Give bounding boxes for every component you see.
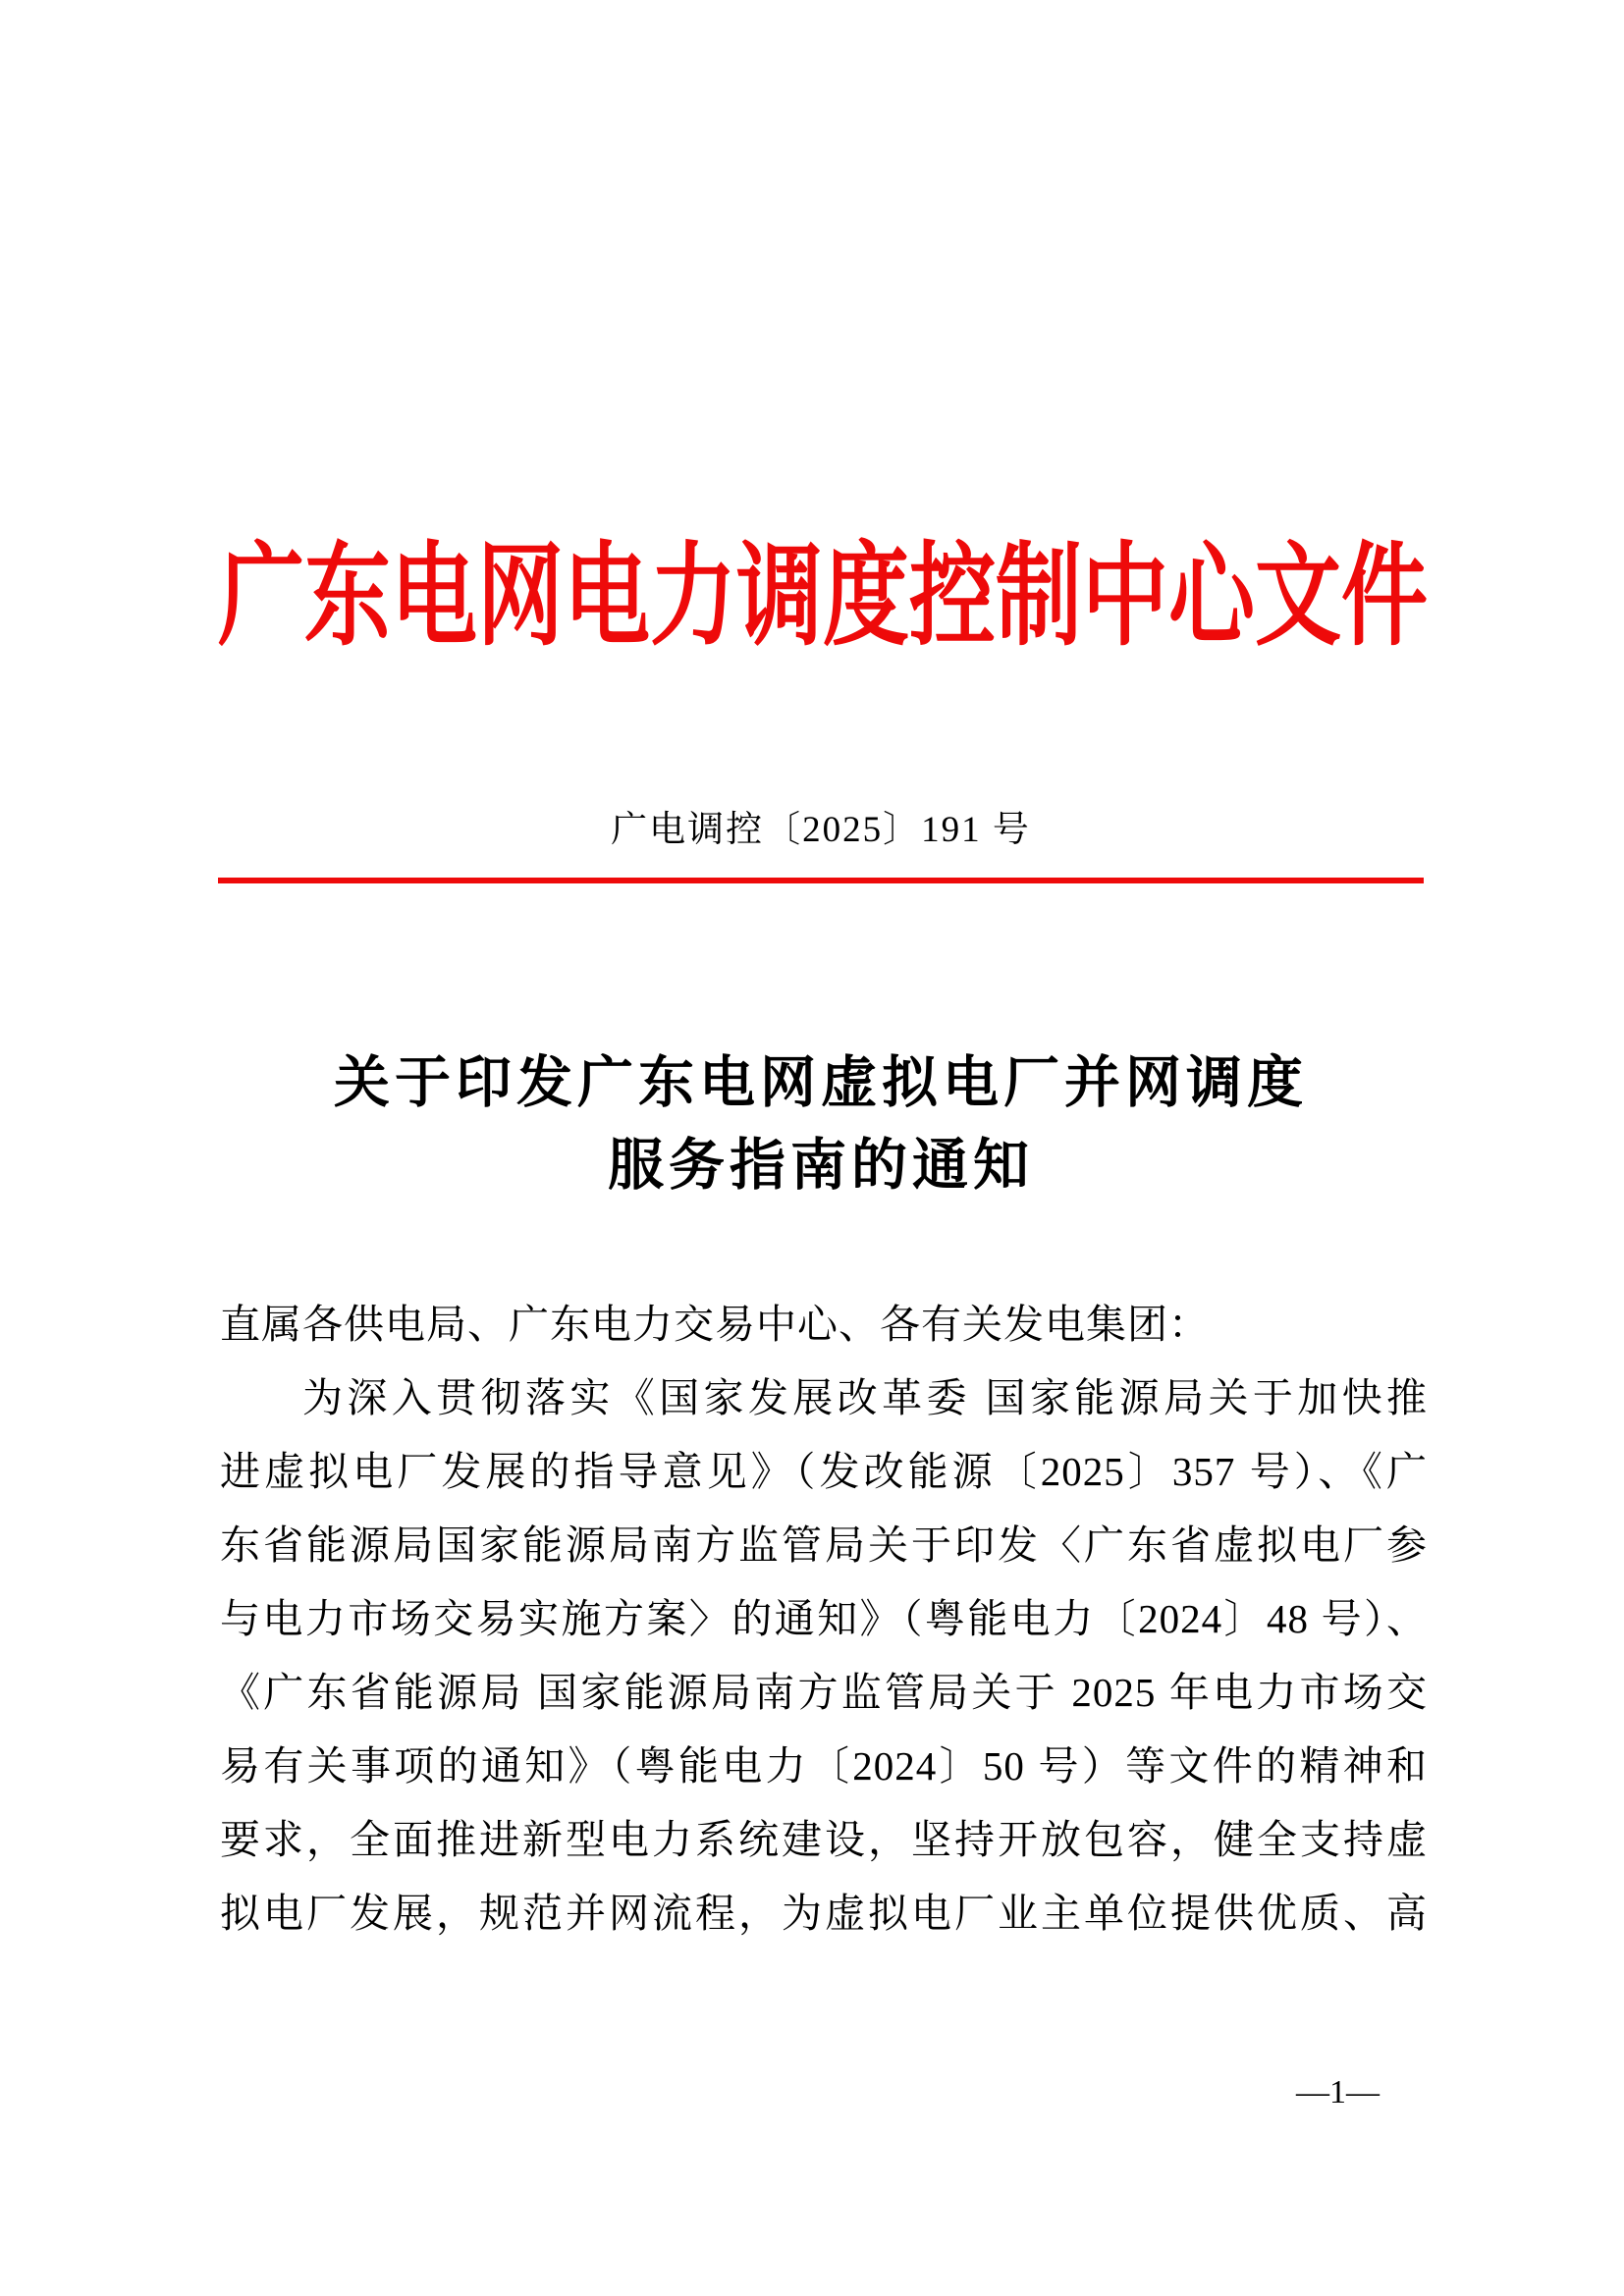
document-title-line-1: 关于印发广东电网虚拟电厂并网调度 — [334, 1052, 1308, 1114]
document-reference-number: 广电调控〔2025〕191 号 — [611, 810, 1031, 850]
body-line: 东省能源局国家能源局南方监管局关于印发〈广东省虚拟电厂参 — [220, 1522, 1428, 1568]
body-line: 进虚拟电厂发展的指导意见》（发改能源〔2025〕357 号）、《广 — [220, 1449, 1428, 1494]
body-line: 拟电厂发展，规范并网流程，为虚拟电厂业主单位提供优质、高 — [220, 1891, 1428, 1936]
red-separator-line — [218, 878, 1424, 883]
letterhead-org-title: 广东电网电力调度控制中心文件 — [218, 536, 1429, 661]
document-title — [218, 1042, 1424, 1207]
body-line: 《广东省能源局 国家能源局南方监管局关于 2025 年电力市场交 — [220, 1670, 1428, 1715]
document-title-line-2: 服务指南的通知 — [608, 1135, 1034, 1197]
body-line: 与电力市场交易实施方案〉的通知》（粤能电力〔2024〕48 号）、 — [220, 1596, 1428, 1641]
body-line: 要求，全面推进新型电力系统建设，坚持开放包容，健全支持虚 — [220, 1817, 1428, 1862]
salutation-line: 直属各供电局、广东电力交易中心、各有关发电集团： — [220, 1302, 1210, 1347]
body-line: 易有关事项的通知》（粤能电力〔2024〕50 号）等文件的精神和 — [220, 1743, 1428, 1789]
body-line: 为深入贯彻落实《国家发展改革委 国家能源局关于加快推 — [302, 1375, 1428, 1420]
body-text — [220, 1288, 1428, 1950]
page-number: —1— — [1296, 2074, 1380, 2110]
